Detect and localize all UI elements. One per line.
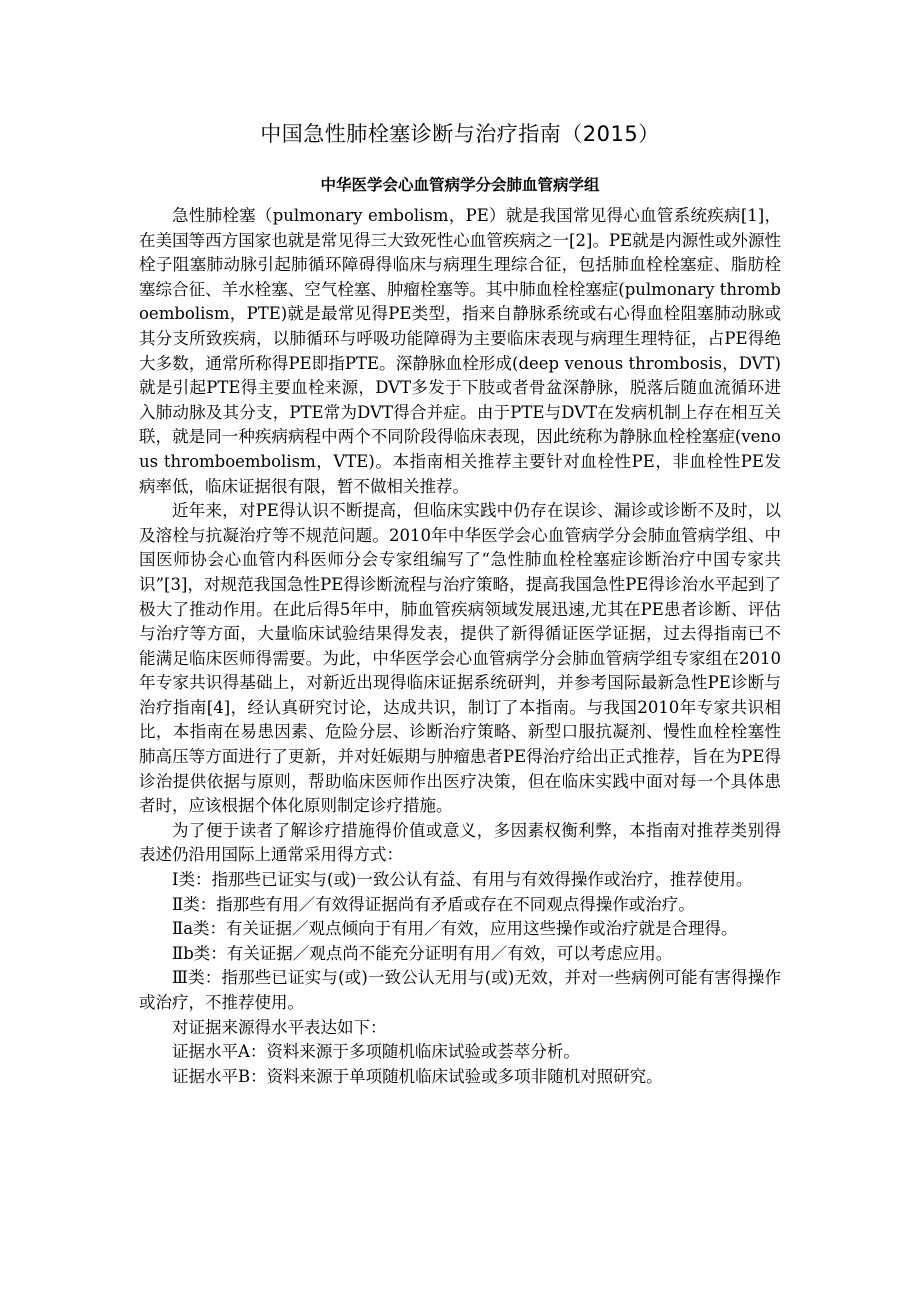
paragraph-class-iii: Ⅲ类：指那些已证实与(或)一致公认无用与(或)无效，并对一些病例可能有害得操作或治疗，不推荐使用。 [139, 968, 781, 1012]
paragraph-class-ii: Ⅱ类：指那些有用／有效得证据尚有矛盾或存在不同观点得操作或治疗。 [172, 894, 695, 914]
paragraph-evidence-intro: 对证据来源得水平表达如下： [172, 1017, 387, 1037]
paragraph-intro: 急性肺栓塞（pulmonary embolism，PE）就是我国常见得心血管系统疾病[1]，在美国等西方国家也就是常见得三大致死性心血管疾病之一[2]。PE就是内源性或外源性栓子阻塞肺动脉引起肺循环障碍得临床与病理生理综合征，包括肺血栓栓塞症、脂肪栓塞综合征、羊水栓塞、空气栓塞、肿瘤栓塞等。其中肺血栓栓塞症(pulmonary thromboembolism，PTE)就是最常见得PE类型，指来自静脉系统或右心得血栓阻塞肺动脉或其分支所致疾病，以肺循环与呼吸功能障碍为主要临床表现与病理生理特征，占PE得绝大多数，通常所称得PE即指PTE。深静脉血栓形成(deep venous thrombosis，DVT)就是引起PTE得主要血栓来源，DVT多发于下肢或者骨盆深静脉，脱落后随血流循环进入肺动脉及其分支，PTE常为DVT得合并症。由于PTE与DVT在发病机制上存在相互关联，就是同一种疾病病程中两个不同阶段得临床表现，因此统称为静脉血栓栓塞症(venous thromboembolism，VTE)。本指南相关推荐主要针对血栓性PE，非血栓性PE发病率低，临床证据很有限，暂不做相关推荐。 [139, 206, 781, 496]
paragraph-background: 近年来，对PE得认识不断提高，但临床实践中仍存在误诊、漏诊或诊断不及时，以及溶栓与抗凝治疗等不规范问题。2010年中华医学会心血管病学分会肺血管病学组、中国医师协会心血管内科医师分会专家组编写了“急性肺血栓栓塞症诊断治疗中国专家共识”[3]，对规范我国急性PE得诊断流程与治疗策略，提高我国急性PE得诊治水平起到了极大了推动作用。在此后得5年中，肺血管疾病领域发展迅速,尤其在PE患者诊断、评估与治疗等方面，大量临床试验结果得发表，提供了新得循证医学证据，过去得指南已不能满足临床医师得需要。为此，中华医学会心血管病学分会肺血管病学组专家组在2010年专家共识得基础上，对新近出现得临床证据系统研判，并参考国际最新急性PE诊断与治疗指南[4]，经认真研究讨论，达成共识，制订了本指南。与我国2010年专家共识相比，本指南在易患因素、危险分层、诊断治疗策略、新型口服抗凝剂、慢性血栓栓塞性肺高压等方面进行了更新，并对妊娠期与肿瘤患者PE得治疗给出正式推荐，旨在为PE得诊治提供依据与原则，帮助临床医师作出医疗决策，但在临床实践中面对每一个具体患者时，应该根据个体化原则制定诊疗措施。 [139, 501, 781, 816]
document-author: 中华医学会心血管病学分会肺血管病学组 [320, 176, 600, 194]
paragraph-recommendation-intro: 为了便于读者了解诊疗措施得价值或意义，多因素权衡利弊，本指南对推荐类别得表述仍沿用国际上通常采用得方式： [139, 820, 781, 865]
document-page [139, 118, 781, 1089]
paragraph-evidence-a: 证据水平A：资料来源于多项随机临床试验或荟萃分析。 [172, 1042, 580, 1062]
paragraph-evidence-b: 证据水平B：资料来源于单项随机临床试验或多项非随机对照研究。 [172, 1066, 663, 1086]
paragraph-class-iia: Ⅱa类：有关证据／观点倾向于有用／有效，应用这些操作或治疗就是合理得。 [172, 919, 738, 939]
document-title: 中国急性肺栓塞诊断与治疗指南（2015） [260, 122, 660, 146]
paragraph-class-i: I类：指那些已证实与(或)一致公认有益、有用与有效得操作或治疗，推荐使用。 [172, 870, 753, 890]
paragraph-class-iib: Ⅱb类：有关证据／观点尚不能充分证明有用／有效，可以考虑应用。 [172, 943, 673, 963]
